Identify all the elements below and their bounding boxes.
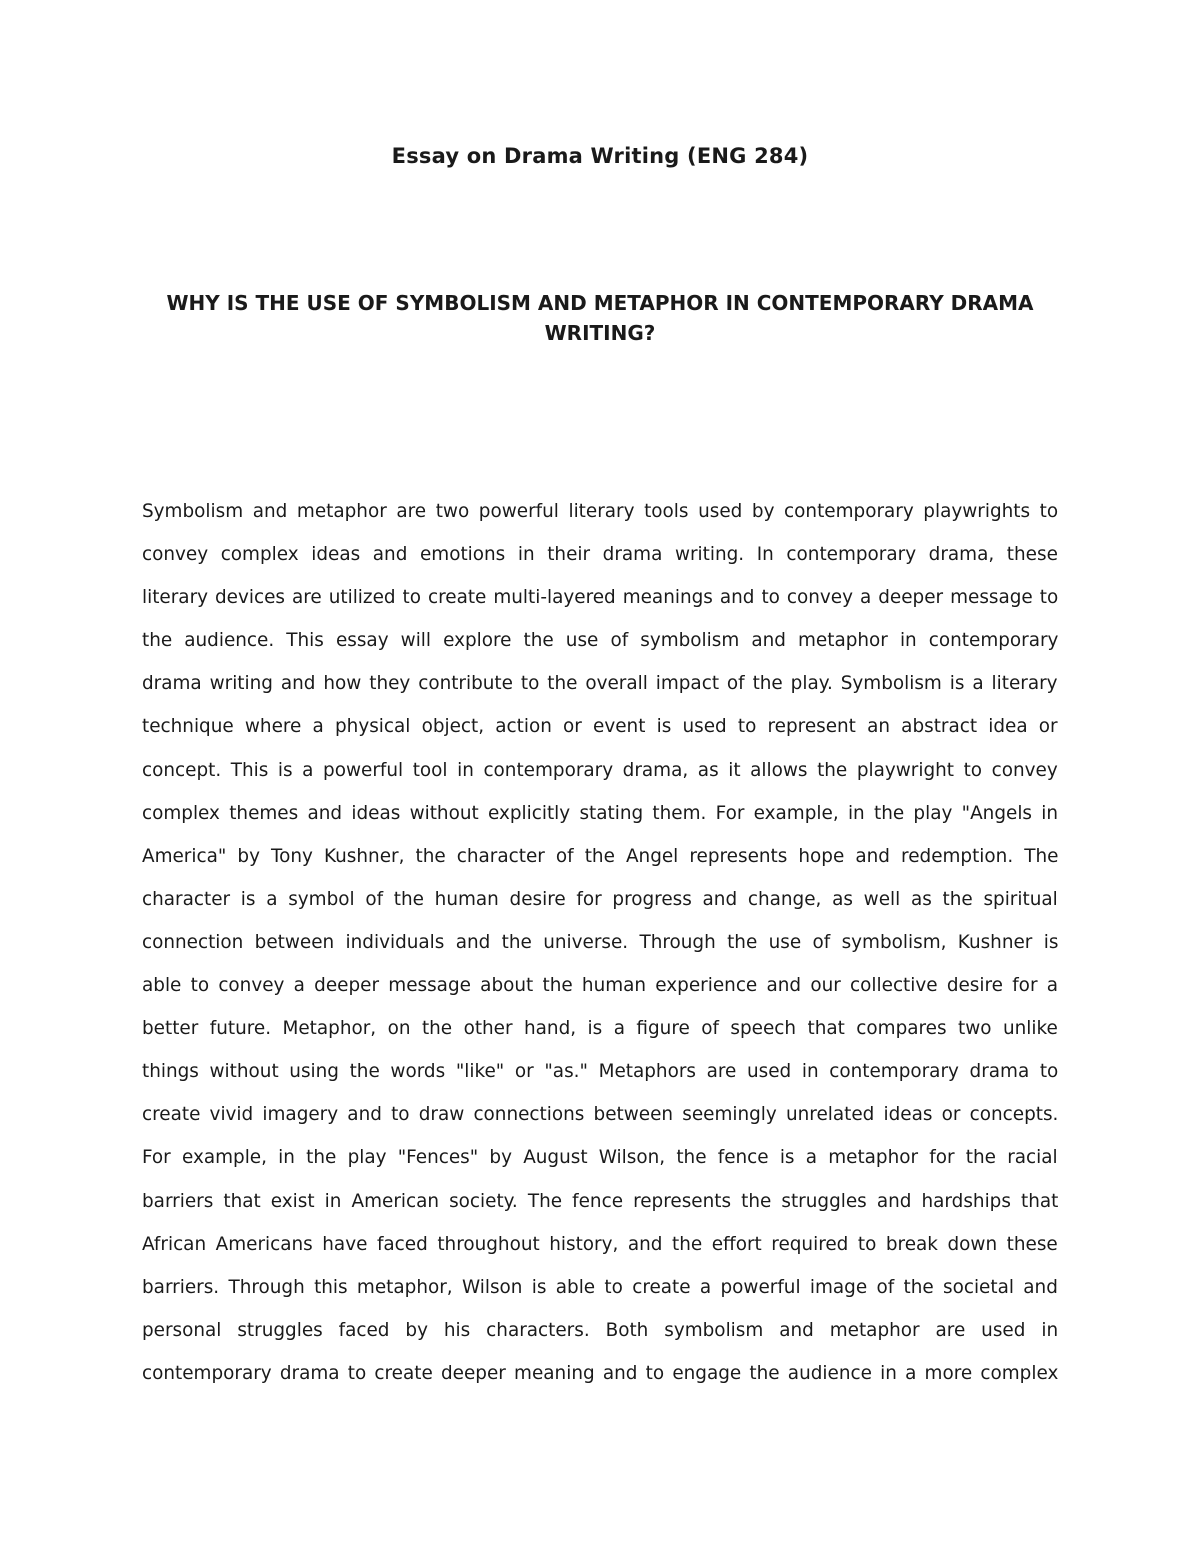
body-line: concept. This is a powerful tool in contemporary drama, as it allows the playwright to convey: [142, 759, 1058, 781]
body-line: able to convey a deeper message about the human experience and our collective desire for a: [142, 975, 1059, 997]
body-line: personal struggles faced by his characters. Both symbolism and metaphor are used in: [142, 1319, 1059, 1341]
body-line: things without using the words "like" or "as." Metaphors are used in contemporary drama to: [142, 1061, 1059, 1083]
body-line: For example, in the play "Fences" by August Wilson, the fence is a metaphor for the racial: [142, 1147, 1058, 1169]
body-line: connection between individuals and the universe. Through the use of symbolism, Kushner is: [142, 931, 1059, 953]
body-line: complex themes and ideas without explicitly stating them. For example, in the play "Angels in: [142, 802, 1059, 824]
essay-body: [142, 490, 1058, 1395]
body-line: America" by Tony Kushner, the character of the Angel represents hope and redemption. The: [142, 845, 1059, 867]
body-line: create vivid imagery and to draw connections between seemingly unrelated ideas or concepts.: [142, 1104, 1059, 1126]
document-title: Essay on Drama Writing (ENG 284): [391, 144, 809, 168]
body-line: contemporary drama to create deeper meaning and to engage the audience in a more complex: [142, 1362, 1059, 1384]
body-line: character is a symbol of the human desire for progress and change, as well as the spiritual: [142, 888, 1058, 910]
essay-question-heading: WHY IS THE USE OF SYMBOLISM AND METAPHOR IN CONTEMPORARY DRAMA WRITING?: [166, 291, 1034, 345]
body-line: Symbolism and metaphor are two powerful literary tools used by contemporary playwrights to: [142, 501, 1059, 522]
body-line: barriers that exist in American society. The fence represents the struggles and hardships that: [142, 1190, 1059, 1212]
body-line: literary devices are utilized to create multi-layered meanings and to convey a deeper message to: [142, 587, 1059, 609]
body-line: technique where a physical object, action or event is used to represent an abstract idea or: [142, 716, 1058, 738]
body-line: the audience. This essay will explore the use of symbolism and metaphor in contemporary: [142, 630, 1059, 652]
body-line: drama writing and how they contribute to the overall impact of the play. Symbolism is a literary: [142, 673, 1058, 695]
body-line: barriers. Through this metaphor, Wilson is able to create a powerful image of the societal and: [142, 1276, 1058, 1298]
body-line: convey complex ideas and emotions in their drama writing. In contemporary drama, these: [142, 544, 1058, 566]
body-line: African Americans have faced throughout history, and the effort required to break down these: [142, 1233, 1058, 1255]
body-line: better future. Metaphor, on the other hand, is a figure of speech that compares two unlike: [142, 1018, 1058, 1040]
